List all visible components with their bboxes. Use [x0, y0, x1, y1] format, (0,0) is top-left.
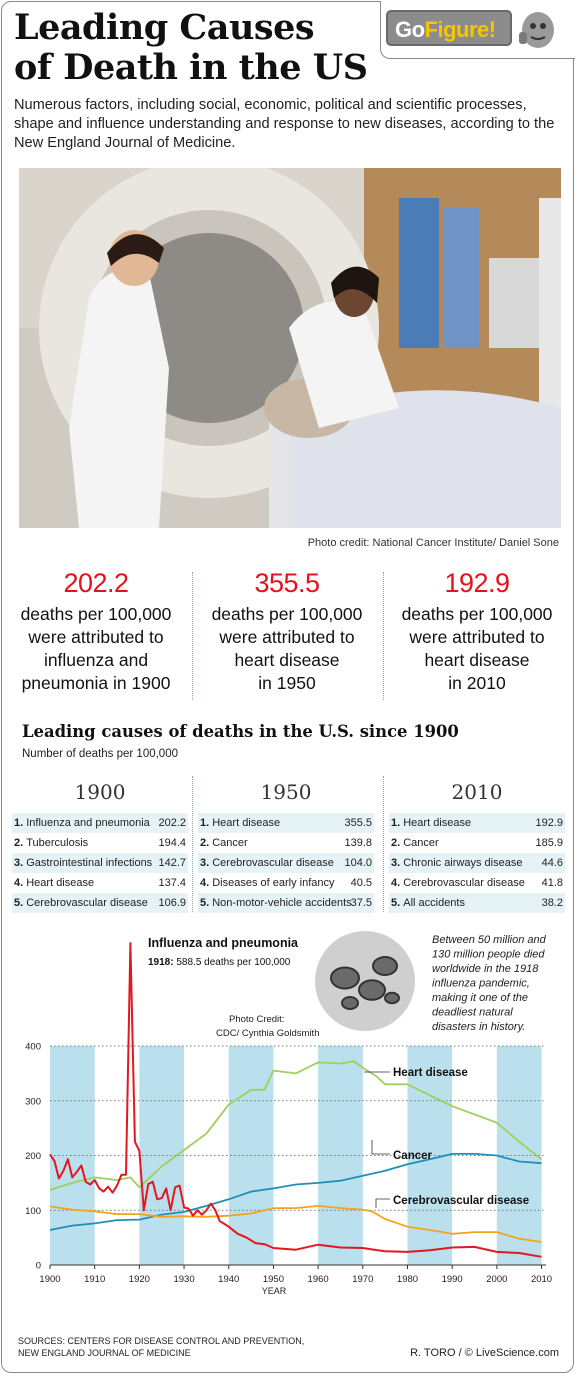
stat-line: deaths per 100,000 — [401, 604, 553, 624]
table-row — [198, 873, 374, 893]
y-tick-label: 200 — [25, 1151, 41, 1162]
x-axis-label: YEAR — [261, 1286, 287, 1296]
stat-description — [6, 603, 186, 695]
stat-line: were attributed to — [219, 627, 355, 647]
table-row — [389, 873, 565, 893]
table-row — [389, 813, 565, 833]
badge-figure: Figure! — [424, 17, 496, 42]
cerebrovascular-line — [50, 1206, 542, 1242]
pandemic-note-line: Between 50 million and — [432, 934, 546, 946]
y-tick-label: 300 — [25, 1096, 41, 1108]
x-tick-label: 1910 — [84, 1274, 106, 1285]
intro-text: Numerous factors, including social, economic, political and scientific processes, shape and influence understanding and response to new diseases, according to the New England Journal of Medicine. — [14, 97, 555, 151]
heart-disease-label: Heart disease — [393, 1067, 468, 1079]
stat-line: were attributed to — [409, 627, 545, 647]
cause-value: 41.8 — [541, 877, 563, 889]
virus-photo-credit-2: CDC/ Cynthia Goldsmith — [216, 1028, 320, 1039]
virus-photo-credit-1: Photo Credit: — [229, 1014, 285, 1025]
hospital-photo — [19, 168, 561, 528]
cause-label: 4. Heart disease — [14, 877, 95, 889]
title-line-1: Leading Causes — [14, 7, 315, 48]
cause-value: 40.5 — [350, 877, 372, 889]
stat-1900 — [6, 566, 186, 695]
sources — [18, 1335, 304, 1359]
x-tick-label: 1970 — [352, 1274, 374, 1285]
stat-description — [197, 603, 377, 695]
virus-micrograph-icon — [315, 931, 415, 1031]
cause-label: 5. Non-motor-vehicle accidents — [200, 897, 352, 909]
cause-value: 185.9 — [535, 837, 563, 849]
pandemic-note-line: 130 million people died — [432, 948, 545, 961]
heart-disease-line — [50, 1061, 542, 1190]
x-tick-label: 1930 — [173, 1274, 195, 1285]
x-tick-label: 1920 — [128, 1274, 150, 1285]
cause-label: 1. Heart disease — [200, 817, 281, 829]
table-row — [12, 833, 188, 853]
decade-band — [50, 1046, 95, 1265]
cause-label: 5. All accidents — [391, 897, 465, 909]
influenza-line — [50, 943, 542, 1257]
flu-annotation-text: 1918: 588.5 deaths per 100,000 — [148, 957, 291, 968]
x-tick-label: 1900 — [39, 1274, 61, 1285]
x-tick-label: 1950 — [262, 1274, 284, 1285]
cancer-label: Cancer — [393, 1150, 432, 1162]
x-tick-label: 2000 — [486, 1274, 508, 1285]
byline: R. TORO / © LiveScience.com — [410, 1347, 559, 1359]
cause-value: 44.6 — [541, 857, 563, 869]
x-tick-label: 1960 — [307, 1274, 329, 1285]
stat-line: deaths per 100,000 — [20, 604, 172, 624]
x-tick-label: 1980 — [396, 1274, 419, 1285]
badge-go: Go — [395, 17, 425, 42]
causes-subtitle: Number of deaths per 100,000 — [22, 748, 178, 760]
stat-divider-2 — [383, 572, 384, 700]
table-row — [12, 873, 188, 893]
flu-annotation-title: Influenza and pneumonia — [148, 936, 299, 950]
stat-line: in 2010 — [448, 673, 506, 693]
table-divider-1 — [192, 776, 193, 912]
cause-label: 2. Tuberculosis — [14, 837, 89, 849]
decade-band — [318, 1046, 363, 1265]
cause-label: 2. Cancer — [391, 837, 439, 849]
cause-label: 3. Cerebrovascular disease — [200, 857, 334, 869]
stat-2010 — [387, 566, 567, 695]
cerebro-label-leader — [376, 1199, 390, 1208]
go-figure-badge — [386, 10, 512, 46]
y-tick-label: 400 — [25, 1041, 41, 1053]
stat-line: influenza and — [43, 650, 149, 670]
sources-line-2: NEW ENGLAND JOURNAL OF MEDICINE — [18, 1348, 191, 1358]
stat-value: 192.9 — [444, 568, 510, 598]
table-year-2010: 2010 — [451, 780, 503, 804]
cause-label: 4. Cerebrovascular disease — [391, 877, 525, 889]
photo-credit: Photo credit: National Cancer Institute/ Daniel Sone — [307, 537, 559, 549]
stat-line: in 1950 — [258, 673, 316, 693]
cause-label: 3. Chronic airways disease — [391, 857, 523, 869]
cause-value: 142.7 — [158, 857, 186, 869]
cerebrovascular-label: Cerebrovascular disease — [393, 1195, 530, 1207]
x-tick-label: 2010 — [530, 1274, 553, 1285]
pandemic-note-line: disasters in history. — [432, 1021, 526, 1033]
mortality-chart-svg — [0, 928, 575, 1308]
table-year-1900: 1900 — [74, 780, 126, 804]
stat-line: heart disease — [234, 650, 340, 670]
table-row — [389, 853, 565, 873]
table-row — [12, 813, 188, 833]
cause-value: 104.0 — [344, 857, 372, 869]
cause-label: 3. Gastrointestinal infections — [14, 857, 153, 869]
cause-label: 5. Cerebrovascular disease — [14, 897, 148, 909]
table-row — [12, 853, 188, 873]
thinking-face-icon — [512, 6, 562, 50]
stat-value: 355.5 — [254, 568, 320, 598]
stat-line: pneumonia in 1900 — [21, 673, 171, 693]
y-tick-label: 100 — [25, 1205, 41, 1217]
table-row — [389, 833, 565, 853]
cause-value: 202.2 — [158, 817, 186, 829]
title-line-2: of Death in the US — [14, 47, 368, 88]
table-divider-2 — [383, 776, 384, 912]
stat-line: heart disease — [424, 650, 530, 670]
y-tick-label: 0 — [35, 1260, 41, 1272]
table-row — [198, 813, 374, 833]
pandemic-note-line: deadliest natural — [432, 1006, 513, 1019]
cancer-label-leader — [372, 1140, 390, 1154]
table-row — [198, 893, 374, 913]
table-year-1950: 1950 — [260, 780, 312, 804]
cause-value: 37.5 — [350, 897, 372, 909]
cause-value: 192.9 — [535, 817, 563, 829]
cause-value: 139.8 — [344, 837, 372, 849]
sources-line-1: SOURCES: CENTERS FOR DISEASE CONTROL AND PREVENTION, — [18, 1336, 305, 1346]
ct-scan-photo-illustration — [19, 168, 561, 528]
badge-text — [395, 17, 496, 43]
cause-label: 1. Influenza and pneumonia — [14, 817, 150, 829]
pandemic-note-line: worldwide in the 1918 — [432, 963, 539, 975]
x-tick-label: 1990 — [441, 1274, 463, 1285]
stat-value: 202.2 — [63, 568, 129, 598]
cause-label: 4. Diseases of early infancy — [200, 877, 335, 889]
cause-value: 137.4 — [158, 877, 186, 889]
cause-value: 194.4 — [158, 837, 186, 849]
pandemic-note-line: influenza pandemic, — [432, 977, 530, 990]
stat-1950 — [197, 566, 377, 695]
cancer-line — [50, 1154, 542, 1230]
x-tick-label: 1940 — [218, 1274, 240, 1285]
page-title — [14, 8, 367, 88]
stat-divider-1 — [192, 572, 193, 700]
table-row — [198, 833, 374, 853]
table-row — [12, 893, 188, 913]
table-row — [389, 893, 565, 913]
cause-label: 2. Cancer — [200, 837, 248, 849]
stat-line: were attributed to — [28, 627, 164, 647]
mortality-chart — [0, 928, 575, 1308]
stat-description — [387, 603, 567, 695]
stat-line: deaths per 100,000 — [211, 604, 363, 624]
cause-label: 1. Heart disease — [391, 817, 472, 829]
causes-title: Leading causes of deaths in the U.S. since 1900 — [22, 722, 459, 741]
cause-value: 106.9 — [158, 897, 186, 909]
cause-value: 38.2 — [541, 897, 563, 909]
pandemic-note-line: making it one of the — [432, 992, 529, 1004]
cause-value: 355.5 — [344, 817, 372, 829]
table-row — [198, 853, 374, 873]
